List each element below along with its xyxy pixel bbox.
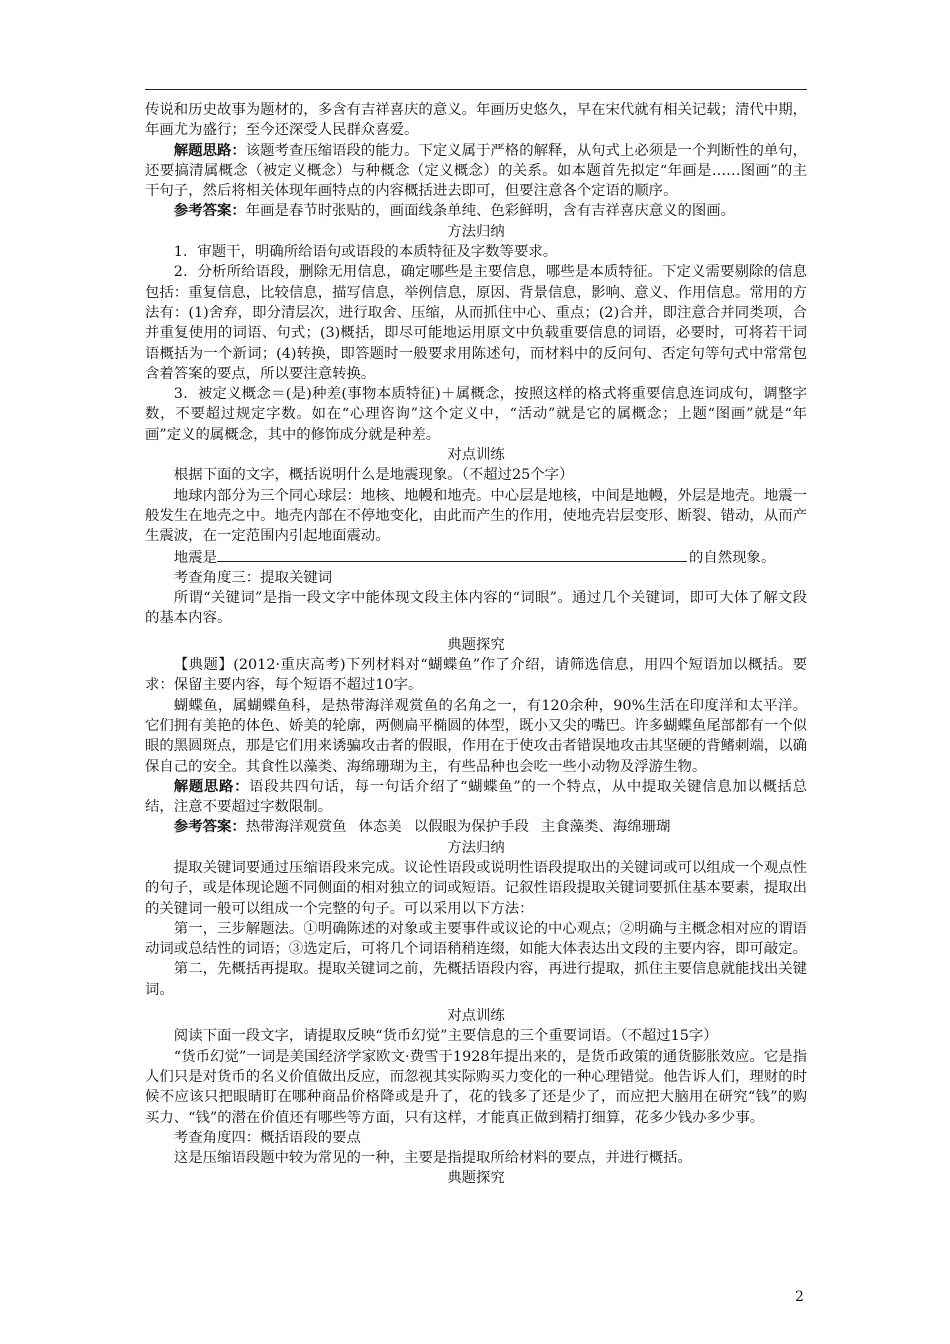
text: 的自然现象。 — [688, 549, 776, 566]
section-heading: 典题探究 — [447, 1170, 505, 1187]
paragraph: 1．审题干，明确所给语句或语段的本质特征及字数等要求。 — [173, 244, 558, 261]
section-heading: 对点训练 — [447, 1008, 505, 1025]
document-body — [145, 100, 807, 1189]
label: 参考答案： — [173, 818, 246, 836]
paragraph: 阅读下面一段文字，请提取反映“货币幻觉”主要信息的三个重要词语。（不超过15字） — [173, 1028, 718, 1045]
text: 语段共四句话，每一句话介绍了“蝴蝶鱼”的一个特点，从中提取关键信息加以概括总结，注意不要超过字数限制。 — [145, 778, 807, 816]
fill-in-paragraph — [145, 547, 807, 568]
paragraph: 考查角度三：提取关键词 — [173, 569, 333, 586]
page-number: 2 — [795, 1289, 804, 1305]
paragraph: 地球内部分为三个同心球层：地核、地幔和地壳。中心层是地核，中间是地幔，外层是地壳。地震一般发生在地壳之中。地壳内部在不停地变化，由此而产生的作用，使地壳岩层变形、断裂、错动，从而产生震波，在一定范围内引起地面震动。 — [145, 487, 807, 545]
paragraph: 根据下面的文字，概括说明什么是地震现象。（不超过25个字） — [173, 467, 574, 484]
paragraph — [145, 141, 807, 202]
answer-item: 体态美 — [358, 819, 402, 836]
paragraph: 传说和历史故事为题材的，多含有吉祥喜庆的意义。年画历史悠久，早在宋代就有相关记载；清代中期，年画尤为盛行；至今还深受人民群众喜爱。 — [145, 102, 807, 139]
header-rule — [145, 89, 807, 90]
paragraph: 这是压缩语段题中较为常见的一种，主要是指提取所给材料的要点，并进行概括。 — [173, 1150, 692, 1167]
section-heading: 对点训练 — [447, 447, 505, 464]
label: 解题思路： — [173, 141, 246, 159]
paragraph: 第一，三步解题法。①明确陈述的对象或主要事件或议论的中心观点；②明确与主概念相对应的谓语动词或总结性的词语；③选定后，可将几个词语稍稍连缀，如能大体表达出文段的主要内容，即可敲定。 — [145, 920, 807, 958]
section-heading: 典题探究 — [447, 636, 505, 653]
paragraph: 所谓“关键词”是指一段文字中能体现文段主体内容的“词眼”。通过几个关键词，即可大体了解文段的基本内容。 — [145, 590, 807, 627]
paragraph: 【典题】(2012·重庆高考)下列材料对“蝴蝶鱼”作了介绍，请筛选信息，用四个短语加以概括。要求：保留主要内容，每个短语不超过10字。 — [145, 657, 807, 694]
paragraph: 第二，先概括再提取。提取关键词之前，先概括语段内容，再进行提取，抓住主要信息就能找出关键词。 — [145, 961, 807, 998]
label: 解题思路： — [173, 777, 250, 795]
paragraph: “货币幻觉”一词是美国经济学家欧文·费雪于1928年提出来的，是货币政策的通货膨胀效应。它是指人们只是对货币的名义价值做出反应，而忽视其实际购买力变化的一种心理错觉。他告诉人们，理财的时候不应该只把眼睛盯在哪种商品价格降或是升了，花的钱多了还是少了，而应把大脑用在研究“钱”的购买力、“钱”的潜在价值还有哪些等方面，只有这样，才能真正做到精打细算，花多少钱办多少事。 — [145, 1048, 807, 1126]
answer-item: 热带海洋观赏鱼 — [245, 819, 347, 836]
section-heading: 方法归纳 — [447, 223, 505, 240]
label: 参考答案： — [173, 202, 246, 220]
paragraph: 蝴蝶鱼，属蝴蝶鱼科，是热带海洋观赏鱼的名角之一，有120余种，90%生活在印度洋和太平洋。它们拥有美艳的体色、娇美的轮廓，两侧扁平椭圆的体型，既小又尖的嘴巴。许多蝴蝶鱼尾部都有一个似眼的黑圆斑点，那是它们用来诱骗攻击者的假眼，作用在于使攻击者错误地攻击其坚硬的背鳍刺端，以确保自己的安全。其食性以藻类、海绵珊瑚为主，有些品种也会吃一些小动物及浮游生物。 — [145, 697, 807, 775]
section-heading: 方法归纳 — [447, 839, 505, 856]
paragraph: 提取关键词要通过压缩语段来完成。议论性语段或说明性语段提取出的关键词或可以组成一个观点性的句子，或是体现论题不同侧面的相对独立的词或短语。记叙性语段提取关键词要抓住基本要素，提取出的关键词一般可以组成一个完整的句子。可以采用以下方法： — [145, 859, 807, 917]
paragraph — [145, 817, 807, 837]
text: 地震是 — [173, 549, 217, 566]
answer-item: 主食藻类、海绵珊瑚 — [540, 819, 671, 836]
paragraph: 3．被定义概念＝(是)种差(事物本质特征)＋属概念，按照这样的格式将重要信息连词成句，调整字数，不要超过规定字数。如在“心理咨询”这个定义中，“活动”就是它的属概念；上题“图画”就是“年画”定义的属概念，其中的修饰成分就是种差。 — [145, 386, 807, 443]
answer-item: 以假眼为保护手段 — [413, 819, 529, 836]
text: 年画是春节时张贴的，画面线条单纯、色彩鲜明，含有吉祥喜庆意义的图画。 — [245, 203, 736, 220]
paragraph — [145, 201, 807, 221]
answer-blank[interactable] — [217, 547, 687, 562]
paragraph — [145, 777, 807, 818]
paragraph: 考查角度四：概括语段的要点 — [173, 1129, 361, 1146]
text: 该题考查压缩语段的能力。下定义属于严格的解释，从句式上必须是一个判断性的单句，还要搞清属概念（被定义概念）与种概念（定义概念）的关系。如本题首先拟定“年画是……图画”的主干句子，然后将相关体现年画特点的内容概括进去即可，但要注意各个定语的顺序。 — [145, 142, 808, 200]
paragraph: 2．分析所给语段，删除无用信息，确定哪些是主要信息，哪些是本质特征。下定义需要剔除的信息包括：重复信息，比较信息，描写信息，举例信息，原因、背景信息，影响、意义、作用信息。常用的方法有：(1)舍弃，即分清层次，进行取舍、压缩，从而抓住中心、重点；(2)合并，即注意合并同类项，合并重复使用的词语、句式；(3)概括，即尽可能地运用原文中负载重要信息的词语，必要时，可将若干词语概括为一个新词；(4)转换，即答题时一般要求用陈述句，而材料中的反问句、否定句等句式中常常包含着答案的要点，所以要注意转换。 — [145, 264, 807, 382]
